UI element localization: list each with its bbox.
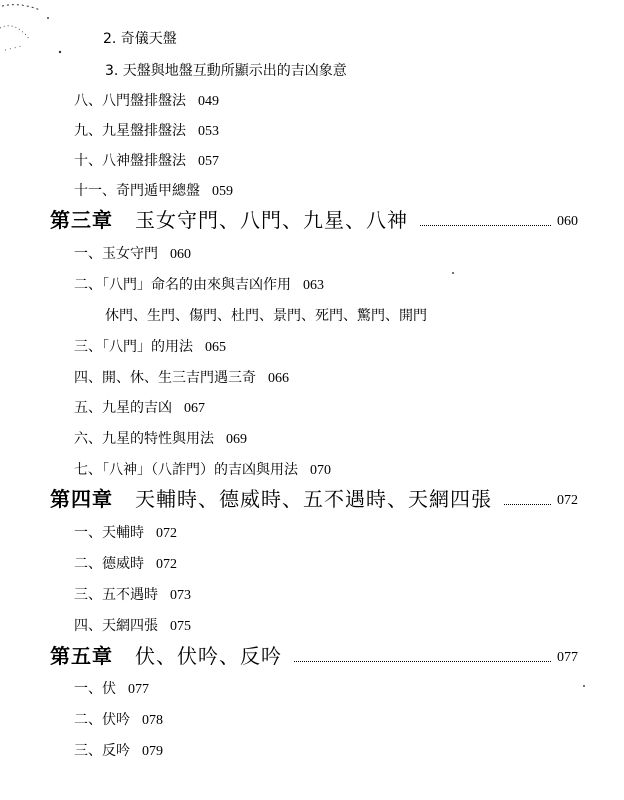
toc-entry: [74, 524, 177, 543]
chapter-label: 第三章: [50, 208, 113, 232]
entry-page-number: 075: [170, 619, 191, 634]
entry-page-number: 070: [310, 463, 331, 478]
toc-entry: [74, 742, 163, 761]
chapter-page-number: 077: [557, 650, 578, 665]
chapter-title: 玉女守門、八門、九星、八神: [135, 208, 408, 232]
entry-text: 八、八門盤排盤法: [74, 93, 186, 109]
leader-dots: [294, 660, 551, 662]
entry-page-number: 073: [170, 588, 191, 603]
toc-entry: [74, 399, 205, 418]
toc-entry: [105, 307, 427, 325]
entry-page-number: 063: [303, 278, 324, 293]
toc-entry: [74, 276, 324, 295]
toc-entry: [105, 62, 347, 80]
chapter-page-number: 072: [557, 493, 578, 508]
scan-noise-mark: [0, 0, 80, 80]
toc-entry: [74, 182, 233, 201]
entry-text: 一、伏: [74, 681, 116, 697]
entry-text: 四、天網四張: [74, 618, 158, 634]
toc-entry: [74, 461, 331, 480]
entry-text: 六、九星的特性與用法: [74, 431, 214, 447]
leader-dots: [504, 503, 551, 505]
entry-page-number: 057: [198, 154, 219, 169]
toc-entry: [74, 680, 149, 699]
toc-entry: [74, 338, 226, 357]
entry-page-number: 065: [205, 340, 226, 355]
toc-entry: [74, 711, 163, 730]
entry-text: 五、九星的吉凶: [74, 400, 172, 416]
chapter-heading: [50, 485, 578, 511]
entry-text: 四、開、休、生三吉門遇三奇: [74, 370, 256, 386]
toc-entry: [74, 617, 191, 636]
entry-page-number: 077: [128, 682, 149, 697]
entry-text: 三、五不遇時: [74, 587, 158, 603]
entry-text: 休門、生門、傷門、杜門、景門、死門、驚門、開門: [105, 308, 427, 324]
chapter-heading: [50, 206, 578, 232]
entry-page-number: 069: [226, 432, 247, 447]
scan-speck: [583, 685, 585, 687]
entry-text: 2. 奇儀天盤: [103, 31, 177, 47]
entry-page-number: 067: [184, 401, 205, 416]
chapter-title: 天輔時、德威時、五不遇時、天網四張: [135, 487, 492, 511]
chapter-label: 第四章: [50, 487, 113, 511]
chapter-page-number: 060: [557, 214, 578, 229]
toc-entry: [103, 30, 177, 48]
toc-entry: [74, 586, 191, 605]
entry-text: 二、「八門」命名的由來與吉凶作用: [74, 277, 291, 293]
entry-text: 十一、奇門遁甲總盤: [74, 183, 200, 199]
leader-dots: [420, 224, 551, 226]
entry-text: 三、反吟: [74, 743, 130, 759]
entry-page-number: 078: [142, 713, 163, 728]
entry-text: 一、天輔時: [74, 525, 144, 541]
chapter-label: 第五章: [50, 644, 113, 668]
entry-page-number: 066: [268, 371, 289, 386]
toc-entry: [74, 152, 219, 171]
toc-entry: [74, 122, 219, 141]
entry-page-number: 060: [170, 247, 191, 262]
entry-page-number: 072: [156, 526, 177, 541]
toc-entry: [74, 245, 191, 264]
entry-text: 十、八神盤排盤法: [74, 153, 186, 169]
toc-entry: [74, 430, 247, 449]
entry-page-number: 049: [198, 94, 219, 109]
entry-text: 九、九星盤排盤法: [74, 123, 186, 139]
entry-text: 3. 天盤與地盤互動所顯示出的吉凶象意: [105, 63, 347, 79]
entry-page-number: 059: [212, 184, 233, 199]
toc-entry: [74, 92, 219, 111]
entry-text: 七、「八神」（八詐門）的吉凶與用法: [74, 462, 298, 478]
entry-text: 二、德威時: [74, 556, 144, 572]
chapter-title: 伏、伏吟、反吟: [135, 644, 282, 668]
entry-page-number: 079: [142, 744, 163, 759]
toc-entry: [74, 369, 289, 388]
toc-entry: [74, 555, 177, 574]
entry-text: 二、伏吟: [74, 712, 130, 728]
entry-page-number: 053: [198, 124, 219, 139]
scan-speck: [452, 272, 454, 274]
chapter-heading: [50, 642, 578, 668]
entry-text: 三、「八門」的用法: [74, 339, 193, 355]
entry-text: 一、玉女守門: [74, 246, 158, 262]
entry-page-number: 072: [156, 557, 177, 572]
